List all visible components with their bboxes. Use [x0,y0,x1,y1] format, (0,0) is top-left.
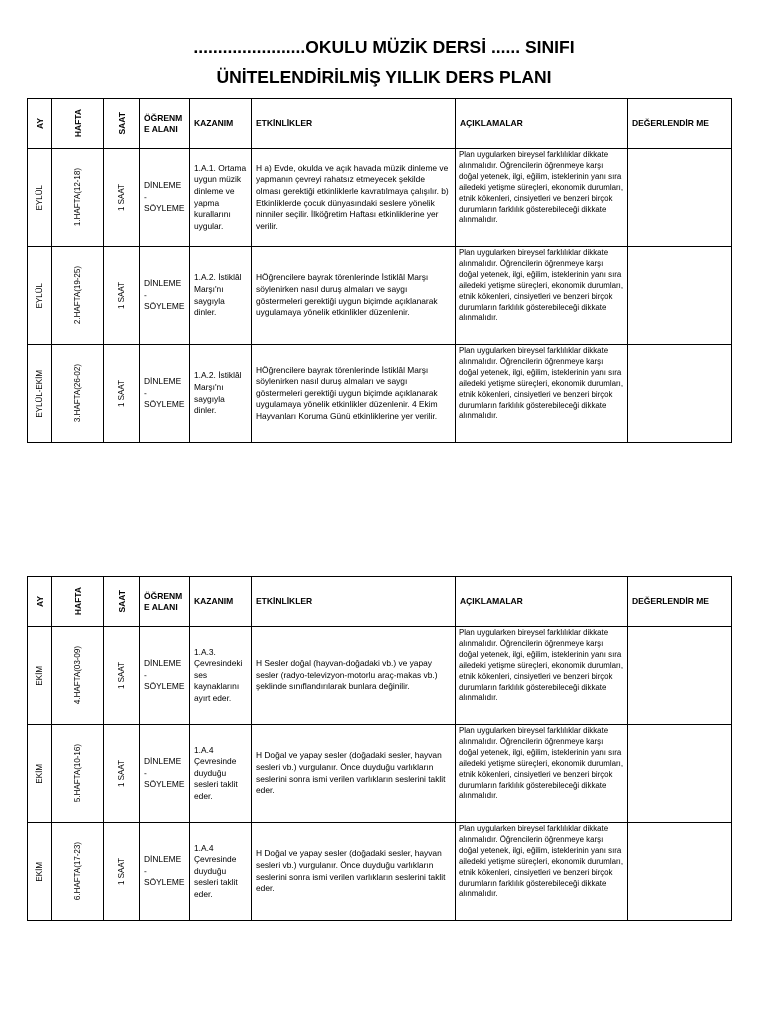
table-row [28,823,732,921]
hours-text: 1 SAAT [117,662,126,689]
saat-cell [104,247,140,345]
header-kazanim-cell [190,577,252,627]
header-degerlendirme: DEĞERLENDİR ME [632,596,709,606]
header-degerlendirme-cell [628,99,732,149]
activity-text: HÖğrencilere bayrak törenlerinde İstiklâl Marşı söylenirken nasıl duruş almaları ve saygı göstermeleri gerektiği uygun biçimde açıklanarak uygulamaya yönelik etkinlikler düzenlenir. 4 Ekim Hayvanları Koruma Günü etkinliklerine yer verilir. [256,364,438,421]
table-row [28,627,732,725]
ay-cell [28,149,52,247]
hafta-cell [52,247,104,345]
degerlendirme-cell [628,345,732,443]
week-text: 1.HAFTA(12-18) [73,168,82,227]
explanation-text: Plan uygularken bireysel farklılıklar dikkate alınmalıdır. Öğrencilerin öğrenmeye karşı doğal yetenek, ilgi, eğilim, isteklerinin yanı sıra ailedeki yetişme süreçleri, ekonomik durumları, etnik kökenleri, cinsiyetleri ve benzeri birçok durumların farklılık gösterebileceği dikkate alınmalıdır. [459,726,624,801]
plan-table-2 [27,576,732,921]
header-ogrenme-alani: ÖĞRENM E ALANI [144,112,183,134]
kazanim-cell [190,149,252,247]
week-text: 4.HAFTA(03-09) [73,646,82,705]
week-text: 3.HAFTA(26-02) [73,364,82,423]
alan-cell [140,345,190,443]
header-ay-cell [28,99,52,149]
header-ogrenme-alani-cell [140,577,190,627]
header-etkinlikler-cell [252,577,456,627]
table-row [28,725,732,823]
etkinlik-cell [252,627,456,725]
learning-area-text: DİNLEME - SÖYLEME [144,180,185,214]
alan-cell [140,627,190,725]
degerlendirme-cell [628,823,732,921]
header-saat: SAAT [116,112,127,135]
header-hafta: HAFTA [72,109,83,138]
degerlendirme-cell [628,627,732,725]
explanation-text: Plan uygularken bireysel farklılıklar dikkate alınmalıdır. Öğrencilerin öğrenmeye karşı doğal yetenek, ilgi, eğilim, isteklerinin yanı sıra ailedeki yetişme süreçleri, ekonomik durumları, etnik kökenleri, cinsiyetleri ve benzeri birçok durumların farklılık gösterebileceği dikkate alınmalıdır. [459,150,624,225]
outcome-text: 1.A.4 Çevresinde duyduğu sesleri taklit eder. [194,842,238,899]
learning-area-text: DİNLEME - SÖYLEME [144,278,185,312]
header-etkinlikler: ETKİNLİKLER [256,596,313,606]
outcome-text: 1.A.2. İstiklâl Marşı'nı saygıyla dinler. [194,272,242,318]
learning-area-text: DİNLEME - SÖYLEME [144,854,185,888]
hours-text: 1 SAAT [117,282,126,309]
evaluation-text [628,392,731,396]
month-text: EYLÜL [35,282,44,309]
hafta-cell [52,627,104,725]
outcome-text: 1.A.4 Çevresinde duyduğu sesleri taklit eder. [194,744,238,801]
header-ay: AY [34,595,45,608]
ay-cell [28,247,52,345]
month-text: EKİM [35,861,44,882]
month-text: EYLÜL [35,184,44,211]
hours-text: 1 SAAT [117,380,126,407]
kazanim-cell [190,725,252,823]
activity-text: H Doğal ve yapay sesler (doğadaki sesler, hayvan sesleri vb.) vurgulanır. Önce duyduğu varlıkların seslerini sonra ismi verilen varlıkların seslerini taklit eder. [256,848,446,894]
header-saat: SAAT [116,590,127,613]
hafta-cell [52,345,104,443]
header-kazanim: KAZANIM [194,596,234,606]
activity-text: H Sesler doğal (hayvan-doğadaki vb.) ve yapay sesler (radyo-televizyon-motorlu araç-makas vb.) şeklinde sınıflandırılarak bunlara değinilir. [256,658,438,692]
activity-text: H a) Evde, okulda ve açık havada müzik dinleme ve yapmanın çevreyi rahatsız etmeyecek şekilde olması gerektiği etkinliklerle kavratılmaya çalışılır. b) Etkinliklerde çocuk dünyasındaki seslere yönelik ninniler seçilir. İlköğretim Haftası etkinliklerine yer verilir. [256,162,449,231]
month-text: EYLÜL-EKİM [35,369,44,418]
header-saat-cell [104,577,140,627]
document-title: .......................OKULU MÜZİK DERSİ ...... SINIFI [193,37,575,57]
aciklama-cell [456,345,628,443]
saat-cell [104,627,140,725]
alan-cell [140,247,190,345]
explanation-text: Plan uygularken bireysel farklılıklar dikkate alınmalıdır. Öğrencilerin öğrenmeye karşı doğal yetenek, ilgi, eğilim, isteklerinin yanı sıra ailedeki yetişme süreçleri, ekonomik durumları, etnik kökenleri, cinsiyetleri ve benzeri birçok durumların farklılık gösterebileceği dikkate alınmalıdır. [459,346,624,421]
evaluation-text [628,674,731,678]
header-ogrenme-alani: ÖĞRENM E ALANI [144,590,183,612]
header-degerlendirme-cell [628,577,732,627]
kazanim-cell [190,823,252,921]
etkinlik-cell [252,725,456,823]
week-text: 5.HAFTA(10-16) [73,744,82,803]
degerlendirme-cell [628,149,732,247]
hafta-cell [52,725,104,823]
header-kazanim: KAZANIM [194,118,234,128]
header-aciklamalar-cell [456,99,628,149]
header-etkinlikler: ETKİNLİKLER [256,118,313,128]
alan-cell [140,823,190,921]
header-aciklamalar-cell [456,577,628,627]
aciklama-cell [456,247,628,345]
header-ay: AY [34,117,45,130]
table-row [28,345,732,443]
week-text: 6.HAFTA(17-23) [73,842,82,901]
explanation-text: Plan uygularken bireysel farklılıklar dikkate alınmalıdır. Öğrencilerin öğrenmeye karşı doğal yetenek, ilgi, eğilim, isteklerinin yanı sıra ailedeki yetişme süreçleri, ekonomik durumları, etnik kökenleri, cinsiyetleri ve benzeri birçok durumların farklılık gösterebileceği dikkate alınmalıdır. [459,248,624,323]
degerlendirme-cell [628,725,732,823]
outcome-text: 1.A.2. İstiklâl Marşı'nı saygıyla dinler. [194,370,242,416]
header-aciklamalar: AÇIKLAMALAR [460,118,523,128]
kazanim-cell [190,345,252,443]
ay-cell [28,627,52,725]
header-ay-cell [28,577,52,627]
evaluation-text [628,294,731,298]
learning-area-text: DİNLEME - SÖYLEME [144,658,185,692]
header-hafta: HAFTA [72,587,83,616]
aciklama-cell [456,627,628,725]
document-subtitle: ÜNİTELENDİRİLMİŞ YILLIK DERS PLANI [216,67,552,87]
kazanim-cell [190,627,252,725]
outcome-text: 1.A.3. Çevresindeki ses kaynaklarını ayırt eder. [194,646,243,703]
activity-text: H Doğal ve yapay sesler (doğadaki sesler, hayvan sesleri vb.) vurgulanır. Önce duyduğu varlıkların seslerini sonra ismi verilen varlıkların seslerini taklit eder. [256,750,446,796]
header-ogrenme-alani-cell [140,99,190,149]
etkinlik-cell [252,149,456,247]
kazanim-cell [190,247,252,345]
header-degerlendirme: DEĞERLENDİR ME [632,118,709,128]
header-row [28,577,732,627]
month-text: EKİM [35,665,44,686]
hours-text: 1 SAAT [117,760,126,787]
ay-cell [28,823,52,921]
saat-cell [104,345,140,443]
etkinlik-cell [252,345,456,443]
learning-area-text: DİNLEME - SÖYLEME [144,756,185,790]
evaluation-text [628,196,731,200]
aciklama-cell [456,823,628,921]
header-aciklamalar: AÇIKLAMALAR [460,596,523,606]
hours-text: 1 SAAT [117,858,126,885]
alan-cell [140,725,190,823]
table-row [28,149,732,247]
evaluation-text [628,870,731,874]
plan-table-1 [27,98,732,443]
header-etkinlikler-cell [252,99,456,149]
table-row [28,247,732,345]
header-saat-cell [104,99,140,149]
header-hafta-cell [52,99,104,149]
aciklama-cell [456,149,628,247]
explanation-text: Plan uygularken bireysel farklılıklar dikkate alınmalıdır. Öğrencilerin öğrenmeye karşı doğal yetenek, ilgi, eğilim, isteklerinin yanı sıra ailedeki yetişme süreçleri, ekonomik durumları, etnik kökenleri, cinsiyetleri ve benzeri birçok durumların farklılık gösterebileceği dikkate alınmalıdır. [459,628,624,703]
hafta-cell [52,823,104,921]
month-text: EKİM [35,763,44,784]
ay-cell [28,725,52,823]
header-row [28,99,732,149]
explanation-text: Plan uygularken bireysel farklılıklar dikkate alınmalıdır. Öğrencilerin öğrenmeye karşı doğal yetenek, ilgi, eğilim, isteklerinin yanı sıra ailedeki yetişme süreçleri, ekonomik durumları, etnik kökenleri, cinsiyetleri ve benzeri birçok durumların farklılık gösterebileceği dikkate alınmalıdır. [459,824,624,899]
degerlendirme-cell [628,247,732,345]
hafta-cell [52,149,104,247]
saat-cell [104,823,140,921]
learning-area-text: DİNLEME - SÖYLEME [144,376,185,410]
etkinlik-cell [252,823,456,921]
outcome-text: 1.A.1. Ortama uygun müzik dinleme ve yapma kurallarını uygular. [194,162,247,231]
aciklama-cell [456,725,628,823]
week-text: 2.HAFTA(19-25) [73,266,82,325]
saat-cell [104,725,140,823]
ay-cell [28,345,52,443]
alan-cell [140,149,190,247]
activity-text: HÖğrencilere bayrak törenlerinde İstiklâl Marşı söylenirken nasıl duruş almaları ve saygı göstermeleri gerektiği uygun biçimde açıklanarak uygulamaya yönelik etkinlikler düzenlenir. [256,272,438,318]
saat-cell [104,149,140,247]
etkinlik-cell [252,247,456,345]
evaluation-text [628,772,731,776]
hours-text: 1 SAAT [117,184,126,211]
header-kazanim-cell [190,99,252,149]
header-hafta-cell [52,577,104,627]
